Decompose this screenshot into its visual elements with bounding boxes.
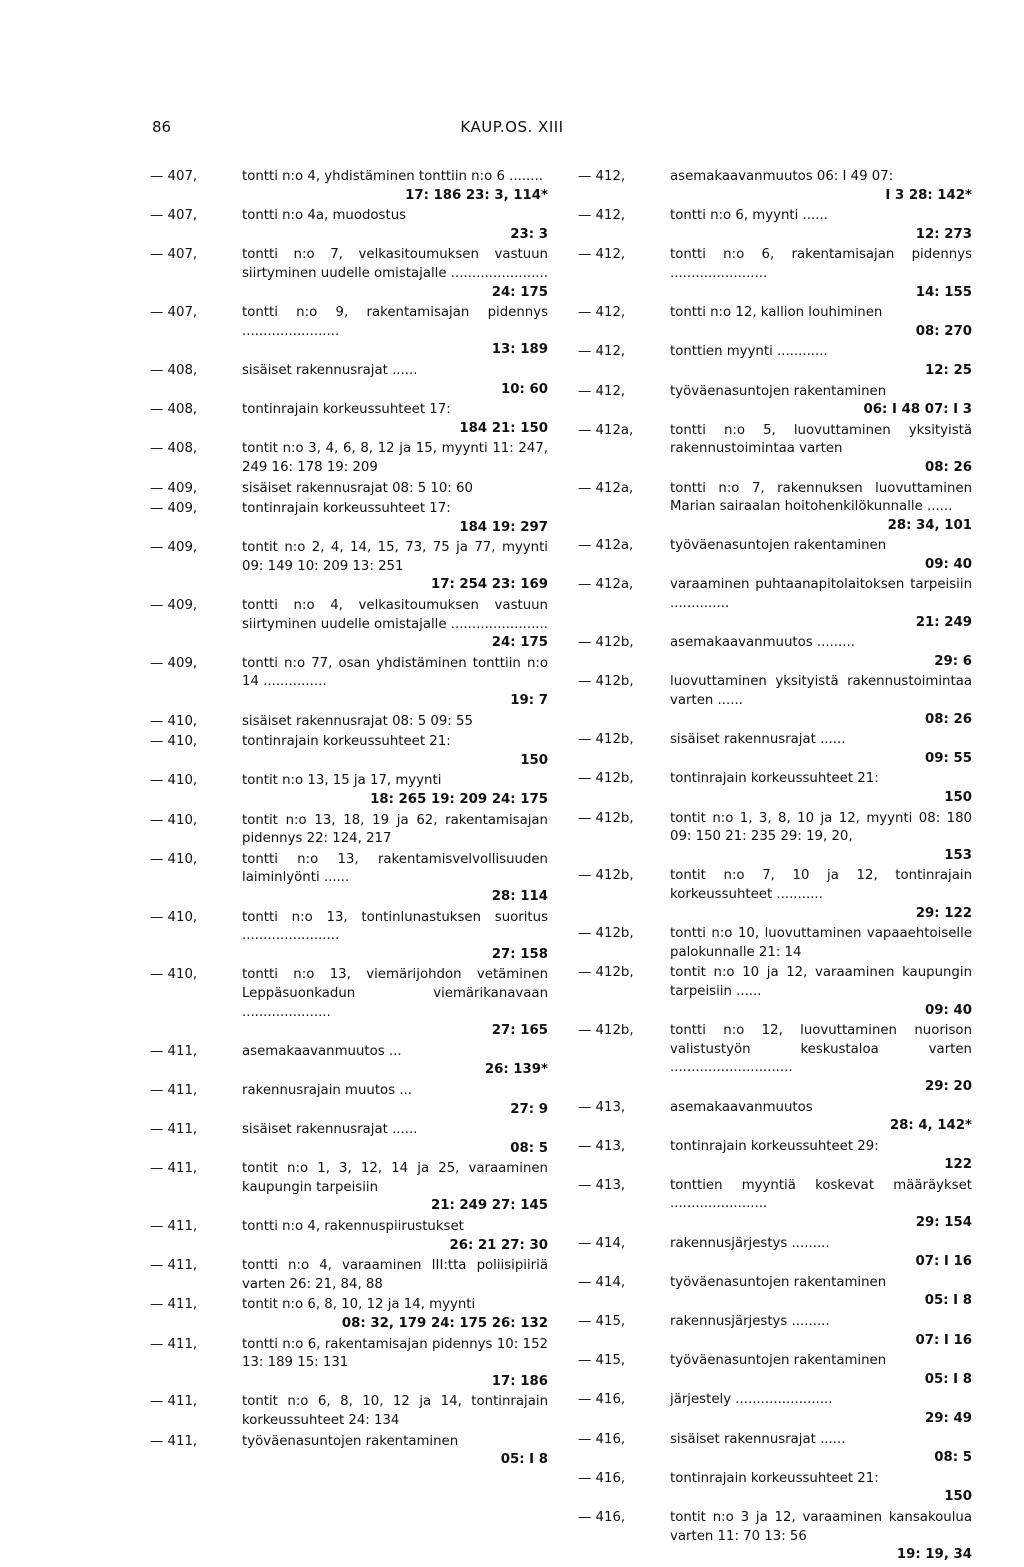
entry-number: — 416, — [578, 1470, 626, 1486]
index-entry — [578, 1274, 972, 1311]
entry-subject: asemakaavanmuutos ......... — [670, 635, 855, 651]
entry-reference: 150 — [944, 1489, 972, 1505]
entry-subject: tontti n:o 9, rakentamisajan pidennys ....................... — [242, 305, 548, 339]
index-entry — [578, 1509, 972, 1565]
entry-reference: 07: I 16 — [915, 1254, 972, 1270]
index-entry — [150, 772, 548, 809]
entry-number: — 412a, — [578, 480, 634, 496]
entry-subject: luovuttaminen yksityistä rakennustoimintaa varten ...... — [670, 674, 972, 709]
entry-subject: tontit n:o 3 ja 12, varaaminen kansakoulua varten 11: 70 13: 56 — [670, 1509, 972, 1544]
entry-number: — 412, — [578, 305, 626, 321]
entry-text — [242, 1218, 548, 1255]
entry-text — [670, 576, 972, 632]
entry-number: — 409, — [150, 540, 198, 556]
entry-number: — 411, — [150, 1336, 198, 1352]
entry-subject: tontti n:o 77, osan yhdistäminen tonttiin n:o 14 ............... — [242, 655, 548, 690]
entry-number: — 412b, — [578, 674, 634, 690]
entry-number: — 408, — [150, 402, 198, 418]
entry-text — [242, 851, 548, 907]
entry-reference: 08: 270 — [915, 323, 972, 339]
entry-number: — 411, — [150, 1043, 198, 1059]
entry-subject: tonttien myynti ............ — [670, 344, 828, 360]
entry-reference: 12: 25 — [925, 362, 972, 378]
index-entry — [578, 634, 972, 671]
index-entry — [150, 207, 548, 244]
entry-reference: 05: I 8 — [924, 1293, 972, 1309]
entry-subject: sisäiset rakennusrajat ...... — [670, 732, 846, 748]
index-entry — [150, 1218, 548, 1255]
entry-reference: 21: 249 27: 145 — [430, 1198, 548, 1214]
entry-number: — 412b, — [578, 926, 634, 942]
entry-text — [242, 304, 548, 360]
entry-number: — 413, — [578, 1099, 626, 1115]
entry-text — [242, 966, 548, 1040]
entry-subject: sisäiset rakennusrajat ...... — [242, 362, 418, 378]
index-entry — [150, 655, 548, 711]
index-entry — [150, 401, 548, 438]
entry-subject: rakennusrajain muutos ... — [242, 1082, 413, 1098]
entry-subject: työväenasuntojen rakentaminen — [242, 1433, 459, 1449]
entry-reference: 12: 273 — [915, 226, 972, 242]
entry-number: — 411, — [150, 1433, 198, 1449]
index-entry — [578, 770, 972, 807]
entry-subject: asemakaavanmuutos 06: I 49 07: — [670, 169, 894, 184]
entry-subject: tontti n:o 4, velkasitoumuksen vastuun siirtyminen uudelle omistajalle ....................... — [242, 598, 548, 632]
entry-text — [242, 1121, 548, 1158]
entry-text — [242, 401, 548, 438]
index-entry — [578, 480, 972, 536]
entry-number: — 407, — [150, 247, 198, 263]
entry-subject: sisäiset rakennusrajat ...... — [670, 1431, 846, 1447]
entry-reference: 17: 186 — [491, 1373, 548, 1389]
entry-number: — 416, — [578, 1392, 626, 1408]
index-entry — [150, 1121, 548, 1158]
index-entry — [150, 851, 548, 907]
entry-text — [670, 1099, 972, 1136]
entry-number: — 414, — [578, 1235, 626, 1251]
entry-subject: tontti n:o 6, myynti ...... — [670, 208, 828, 224]
entry-text — [670, 1470, 972, 1507]
entry-number: — 411, — [150, 1082, 198, 1098]
index-entry — [150, 1393, 548, 1430]
entry-text — [242, 539, 548, 595]
entry-reference: 17: 186 23: 3, 114* — [405, 187, 548, 203]
index-entry — [150, 1160, 548, 1216]
entry-text — [670, 1274, 972, 1311]
index-entry — [150, 1433, 548, 1470]
entry-subject: tontit n:o 10 ja 12, varaaminen kaupungin tarpeisiin ...... — [670, 965, 972, 999]
entry-text — [242, 597, 548, 653]
entry-subject: työväenasuntojen rakentaminen — [670, 538, 887, 554]
entry-subject: varaaminen puhtaanapitolaitoksen tarpeisiin .............. — [670, 577, 972, 612]
entry-text — [670, 1313, 972, 1350]
entry-reference: 24: 175 — [491, 284, 548, 300]
index-entry — [150, 1082, 548, 1119]
index-entry — [578, 422, 972, 478]
entry-text — [670, 1138, 972, 1175]
entry-reference: 29: 49 — [925, 1411, 972, 1426]
entry-text — [670, 810, 972, 866]
entry-reference: 17: 254 23: 169 — [430, 577, 548, 593]
entry-subject: tontti n:o 5, luovuttaminen yksityistä rakennustoimintaa varten — [670, 422, 972, 457]
entry-subject: tontinrajain korkeussuhteet 21: — [242, 734, 451, 750]
entry-text — [670, 168, 972, 205]
entry-text — [242, 1336, 548, 1392]
entry-reference: 08: 5 — [510, 1140, 548, 1156]
entry-reference: 08: 32, 179 24: 175 26: 132 — [341, 1316, 548, 1332]
entry-text — [670, 1431, 972, 1468]
entry-text — [670, 246, 972, 302]
entry-text — [670, 1022, 972, 1096]
entry-number: — 414, — [578, 1274, 626, 1290]
entry-subject: työväenasuntojen rakentaminen — [670, 383, 887, 399]
entry-number: — 412b, — [578, 965, 634, 981]
entry-reference: 122 — [944, 1157, 972, 1173]
entry-subject: sisäiset rakennusrajat ...... — [242, 1122, 418, 1138]
entry-subject: tontti n:o 6, rakentamisajan pidennys ....................... — [670, 247, 972, 281]
index-entry — [578, 1138, 972, 1175]
entry-subject: tontti n:o 4, rakennuspiirustukset — [242, 1219, 464, 1235]
entry-text — [242, 1043, 548, 1080]
entry-subject: tontit n:o 13, 15 ja 17, myynti — [242, 773, 442, 789]
entry-subject: tontti n:o 4, varaaminen III:tta poliisipiiriä varten 26: 21, 84, 88 — [242, 1258, 548, 1292]
index-entry — [578, 810, 972, 866]
entry-number: — 416, — [578, 1431, 626, 1447]
left-column — [150, 168, 548, 1472]
entry-text — [242, 246, 548, 302]
index-entry — [150, 1336, 548, 1392]
entry-reference: 184 21: 150 — [459, 420, 548, 436]
index-entry — [150, 733, 548, 770]
entry-subject: tontti n:o 13, rakentamisvelvollisuuden laiminlyönti ...... — [242, 851, 548, 886]
entry-text — [242, 772, 548, 809]
index-entry — [150, 966, 548, 1040]
entry-reference: I 3 28: 142* — [885, 187, 972, 203]
entry-number: — 412, — [578, 247, 626, 263]
entry-reference: 23: 3 — [510, 226, 548, 242]
entry-number: — 411, — [150, 1394, 198, 1410]
entry-number: — 411, — [150, 1219, 198, 1235]
entry-number: — 411, — [150, 1258, 198, 1274]
entry-subject: tontti n:o 4a, muodostus — [242, 208, 407, 224]
index-entry — [578, 867, 972, 923]
entry-reference: 153 — [944, 847, 972, 863]
entry-text — [242, 168, 548, 205]
entry-subject: järjestely ....................... — [670, 1392, 833, 1408]
entry-text — [670, 207, 972, 244]
entry-number: — 412a, — [578, 538, 634, 554]
entry-number: — 407, — [150, 305, 198, 321]
entry-reference: 27: 165 — [491, 1023, 548, 1039]
entry-subject: asemakaavanmuutos ... — [242, 1043, 402, 1059]
entry-reference: 19: 19, 34 — [896, 1547, 972, 1563]
entry-number: — 412, — [578, 344, 626, 360]
entry-text — [242, 1393, 548, 1430]
entry-number: — 415, — [578, 1314, 626, 1330]
entry-reference: 28: 34, 101 — [887, 517, 972, 533]
entry-reference: 184 19: 297 — [459, 519, 548, 535]
entry-number: — 411, — [150, 1161, 198, 1177]
entry-number: — 412b, — [578, 1023, 634, 1039]
page-number: 86 — [152, 118, 172, 136]
index-entry — [578, 925, 972, 962]
entry-number: — 410, — [150, 909, 198, 925]
entry-subject: tontit n:o 2, 4, 14, 15, 73, 75 ja 77, myynti 09: 149 10: 209 13: 251 — [242, 540, 548, 574]
entry-text — [242, 733, 548, 770]
index-entry — [578, 1470, 972, 1507]
entry-reference: 09: 55 — [925, 750, 972, 766]
entry-reference: 08: 26 — [925, 459, 972, 475]
entry-text — [670, 383, 972, 420]
entry-subject: sisäiset rakennusrajat 08: 5 10: 60 — [242, 480, 473, 496]
entry-text — [242, 1257, 548, 1294]
entry-number: — 410, — [150, 812, 198, 828]
entry-text — [670, 1235, 972, 1272]
index-entry — [578, 1022, 972, 1096]
entry-subject: tontit n:o 1, 3, 8, 10 ja 12, myynti 08: 180 09: 150 21: 235 29: 19, 20, — [670, 810, 972, 845]
entry-subject: työväenasuntojen rakentaminen — [670, 1274, 887, 1290]
entry-number: — 412, — [578, 169, 626, 184]
running-head: KAUP.OS. XIII — [460, 118, 564, 136]
entry-reference: 10: 60 — [501, 381, 548, 397]
entry-number: — 410, — [150, 773, 198, 789]
entry-subject: tontti n:o 12, luovuttaminen nuorison valistustyön keskustaloa varten ............................. — [670, 1023, 972, 1076]
entry-number: — 410, — [150, 713, 198, 729]
index-entry — [150, 168, 548, 205]
entry-text — [242, 207, 548, 244]
entry-subject: tontti n:o 10, luovuttaminen vapaaehtoiselle palokunnalle 21: 14 — [670, 926, 972, 960]
entry-number: — 415, — [578, 1353, 626, 1369]
entry-number: — 411, — [150, 1297, 198, 1313]
index-entry — [578, 731, 972, 768]
index-entry — [578, 537, 972, 574]
index-entry — [150, 500, 548, 537]
entry-subject: tontinrajain korkeussuhteet 29: — [670, 1138, 879, 1154]
entry-subject: tontti n:o 4, yhdistäminen tonttiin n:o 6 ........ — [242, 169, 543, 184]
entry-number: — 416, — [578, 1509, 626, 1525]
entry-subject: asemakaavanmuutos — [670, 1099, 813, 1115]
entry-reference: 13: 189 — [491, 342, 548, 358]
entry-text — [670, 480, 972, 536]
entry-number: — 407, — [150, 208, 198, 224]
entry-number: — 412b, — [578, 732, 634, 748]
entry-text — [670, 1391, 972, 1428]
entry-subject: tontinrajain korkeussuhteet 21: — [670, 1470, 879, 1486]
entry-text — [670, 422, 972, 478]
entry-number: — 408, — [150, 441, 198, 457]
entry-subject: tontti n:o 13, tontinlunastuksen suoritus ....................... — [242, 909, 548, 944]
entry-number: — 411, — [150, 1122, 198, 1138]
index-entry — [150, 539, 548, 595]
entry-number: — 412b, — [578, 771, 634, 787]
index-entry — [578, 673, 972, 729]
entry-reference: 29: 154 — [915, 1215, 972, 1231]
entry-number: — 407, — [150, 169, 198, 184]
entry-reference: 29: 20 — [925, 1078, 972, 1094]
entry-number: — 412, — [578, 208, 626, 224]
entry-reference: 29: 122 — [915, 905, 972, 921]
index-entry — [150, 362, 548, 399]
entry-subject: tontit n:o 1, 3, 12, 14 ja 25, varaaminen kaupungin tarpeisiin — [242, 1161, 548, 1195]
entry-number: — 412, — [578, 383, 626, 399]
index-entry — [578, 1313, 972, 1350]
entry-text — [670, 634, 972, 671]
entry-text — [242, 500, 548, 537]
entry-reference: 05: I 8 — [924, 1371, 972, 1387]
entry-subject: työväenasuntojen rakentaminen — [670, 1353, 887, 1369]
index-entry — [578, 304, 972, 341]
index-entry — [150, 1296, 548, 1333]
entry-text — [242, 480, 548, 499]
index-entry — [578, 343, 972, 380]
entry-subject: sisäiset rakennusrajat 08: 5 09: 55 — [242, 713, 473, 729]
entry-number: — 412a, — [578, 577, 634, 593]
entry-subject: tontti n:o 13, viemärijohdon vetäminen Leppäsuonkadun viemärikanavaan ..................... — [242, 967, 548, 1020]
index-entry — [578, 1099, 972, 1136]
entry-reference: 06: I 48 07: I 3 — [863, 402, 972, 418]
entry-text — [670, 1177, 972, 1233]
entry-number: — 410, — [150, 851, 198, 867]
index-entry — [578, 576, 972, 632]
index-entry — [578, 1177, 972, 1233]
entry-reference: 150 — [944, 790, 972, 805]
entry-text — [242, 655, 548, 711]
entry-number: — 410, — [150, 967, 198, 983]
entry-text — [242, 1433, 548, 1470]
entry-subject: tontti n:o 6, rakentamisajan pidennys 10: 152 13: 189 15: 131 — [242, 1336, 548, 1371]
entry-text — [242, 713, 548, 732]
entry-reference: 27: 158 — [491, 946, 548, 962]
entry-reference: 29: 6 — [934, 653, 972, 669]
entry-subject: tontti n:o 7, rakennuksen luovuttaminen Marian sairaalan hoitohenkilökunnalle ...... — [670, 480, 972, 515]
entry-reference: 09: 40 — [925, 556, 972, 572]
index-entry — [150, 597, 548, 653]
entry-reference: 24: 175 — [491, 635, 548, 651]
entry-reference: 19: 7 — [510, 693, 548, 709]
entry-number: — 409, — [150, 598, 198, 614]
entry-subject: tontti n:o 7, velkasitoumuksen vastuun siirtyminen uudelle omistajalle ....................... — [242, 247, 548, 281]
entry-subject: rakennusjärjestys ......... — [670, 1314, 830, 1330]
entry-text — [242, 362, 548, 399]
index-entry — [578, 246, 972, 302]
index-entry — [150, 812, 548, 849]
entry-text — [242, 909, 548, 965]
entry-number: — 412b, — [578, 810, 634, 826]
entry-text — [670, 1509, 972, 1565]
entry-text — [242, 1082, 548, 1119]
index-entry — [150, 304, 548, 360]
entry-reference: 28: 4, 142* — [889, 1118, 972, 1134]
entry-text — [242, 1160, 548, 1216]
entry-text — [670, 731, 972, 768]
entry-text — [670, 673, 972, 729]
entry-text — [670, 1352, 972, 1389]
entry-subject: tontit n:o 6, 8, 10, 12 ja 14, myynti — [242, 1297, 476, 1313]
entry-subject: tonttien myyntiä koskevat määräykset ....................... — [670, 1177, 972, 1212]
entry-reference: 05: I 8 — [500, 1452, 548, 1468]
index-entry — [150, 480, 548, 499]
entry-subject: tontinrajain korkeussuhteet 17: — [242, 402, 451, 418]
entry-text — [670, 343, 972, 380]
entry-reference: 14: 155 — [915, 284, 972, 300]
entry-number: — 412b, — [578, 635, 634, 651]
index-entry — [150, 909, 548, 965]
entry-text — [670, 537, 972, 574]
entry-text — [670, 867, 972, 923]
entry-number: — 412a, — [578, 422, 634, 438]
entry-reference: 09: 40 — [925, 1002, 972, 1018]
index-entry — [150, 1043, 548, 1080]
entry-reference: 18: 265 19: 209 24: 175 — [370, 792, 548, 807]
entry-number: — 410, — [150, 734, 198, 750]
index-entry — [150, 440, 548, 477]
entry-text — [670, 304, 972, 341]
index-entry — [578, 1391, 972, 1428]
entry-text — [670, 964, 972, 1020]
entry-number: — 408, — [150, 362, 198, 378]
entry-subject: tontit n:o 7, 10 ja 12, tontinrajain korkeussuhteet ........... — [670, 868, 972, 902]
entry-reference: 27: 9 — [510, 1101, 548, 1117]
entry-subject: tontit n:o 6, 8, 10, 12 ja 14, tontinrajain korkeussuhteet 24: 134 — [242, 1394, 548, 1428]
entry-reference: 21: 249 — [915, 614, 972, 630]
entry-text — [670, 925, 972, 962]
entry-text — [242, 440, 548, 477]
entry-number: — 412b, — [578, 868, 634, 884]
index-entry — [578, 383, 972, 420]
index-entry — [150, 246, 548, 302]
entry-reference: 07: I 16 — [915, 1332, 972, 1348]
entry-subject: tontinrajain korkeussuhteet 17: — [242, 501, 451, 517]
entry-reference: 150 — [520, 752, 548, 768]
entry-reference: 26: 139* — [484, 1062, 548, 1078]
entry-subject: rakennusjärjestys ......... — [670, 1235, 830, 1251]
entry-subject: tontinrajain korkeussuhteet 21: — [670, 771, 879, 787]
entry-number: — 409, — [150, 501, 198, 517]
index-entry — [150, 713, 548, 732]
entry-number: — 409, — [150, 480, 198, 496]
index-entry — [578, 168, 972, 205]
entry-text — [242, 812, 548, 849]
entry-number: — 409, — [150, 655, 198, 671]
index-entry — [578, 964, 972, 1020]
index-entry — [578, 1352, 972, 1389]
entry-reference: 26: 21 27: 30 — [449, 1237, 548, 1253]
entry-text — [670, 770, 972, 807]
entry-reference: 08: 5 — [934, 1450, 972, 1466]
entry-subject: tontti n:o 12, kallion louhiminen — [670, 305, 883, 321]
index-entry — [578, 207, 972, 244]
index-entry — [578, 1431, 972, 1468]
entry-subject: tontit n:o 13, 18, 19 ja 62, rakentamisajan pidennys 22: 124, 217 — [242, 812, 548, 847]
entry-number: — 413, — [578, 1138, 626, 1154]
index-entry — [150, 1257, 548, 1294]
index-entry — [578, 1235, 972, 1272]
entry-text — [242, 1296, 548, 1333]
entry-number: — 413, — [578, 1177, 626, 1193]
entry-reference: 28: 114 — [491, 888, 548, 904]
entry-subject: tontit n:o 3, 4, 6, 8, 12 ja 15, myynti 11: 247, 249 16: 178 19: 209 — [242, 441, 548, 475]
right-column — [578, 168, 972, 1567]
entry-reference: 08: 26 — [925, 711, 972, 727]
